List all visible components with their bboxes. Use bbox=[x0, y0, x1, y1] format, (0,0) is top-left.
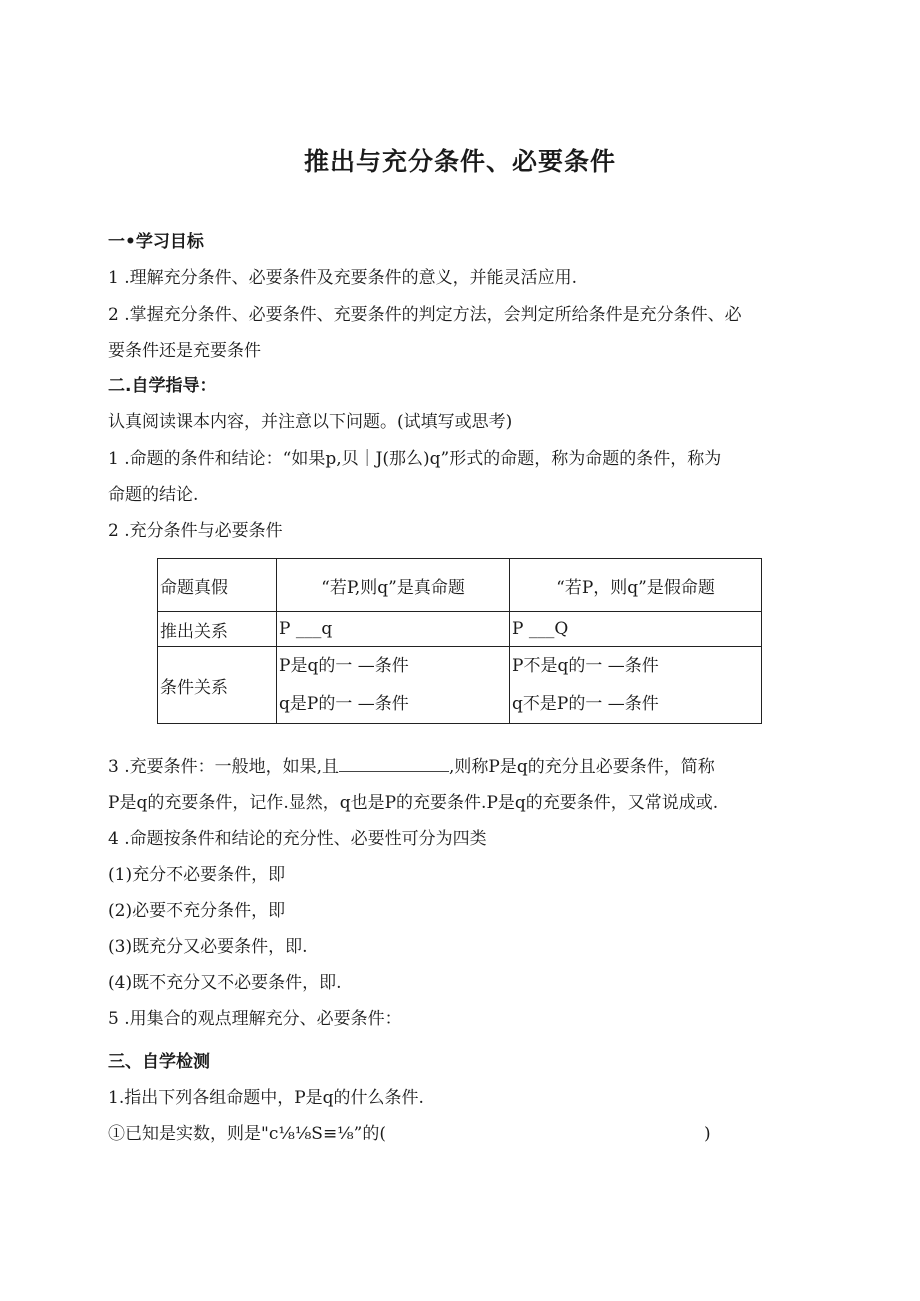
question-3-line1 bbox=[108, 755, 820, 779]
table-row-condition bbox=[158, 647, 762, 724]
check-question-1-sub1-close: ) bbox=[704, 1124, 711, 1144]
document-title: 推出与充分条件、必要条件 bbox=[303, 147, 616, 176]
row-condition-label: 条件关系 bbox=[158, 647, 277, 724]
goal-item-1: 1 .理解充分条件、必要条件及充要条件的意义，并能灵活应用. bbox=[108, 268, 578, 288]
row-condition-false bbox=[510, 647, 762, 724]
row-condition-true-line2: q是P的一 —条件 bbox=[279, 694, 409, 714]
question-4-item-4: (4)既不充分又不必要条件，即. bbox=[108, 973, 342, 993]
question-3-line2: P是q的充要条件，记作.显然，q也是P的充要条件.P是q的充要条件，又常说成或. bbox=[108, 793, 719, 813]
guide-intro: 认真阅读课本内容，并注意以下问题。(试填写或思考) bbox=[108, 412, 513, 432]
question-3-part2: ,则称P是q的充分且必要条件，简称 bbox=[449, 757, 715, 777]
question-3-blank[interactable] bbox=[339, 755, 449, 772]
section3-heading: 三、自学检测 bbox=[108, 1052, 210, 1072]
question-2: 2 .充分条件与必要条件 bbox=[108, 521, 283, 541]
table-header-label: 命题真假 bbox=[158, 559, 277, 612]
check-question-1-sub1 bbox=[108, 1122, 820, 1146]
row-inference-true: P ___q bbox=[277, 612, 510, 647]
question-4-item-2: (2)必要不充分条件，即 bbox=[108, 901, 286, 921]
section1-heading: 一•学习目标 bbox=[108, 232, 204, 252]
question-4: 4 .命题按条件和结论的充分性、必要性可分为四类 bbox=[108, 829, 487, 849]
question-4-item-1: (1)充分不必要条件，即 bbox=[108, 865, 286, 885]
question-5: 5 .用集合的观点理解充分、必要条件： bbox=[108, 1009, 402, 1029]
row-inference-false: P ___Q bbox=[510, 612, 762, 647]
condition-table bbox=[157, 558, 762, 724]
goal-item-2-line1: 2 .掌握充分条件、必要条件、充要条件的判定方法，会判定所给条件是充分条件、必 bbox=[108, 305, 742, 325]
table-header-false: “若P，则q”是假命题 bbox=[510, 559, 762, 612]
section2-heading: 二.自学指导： bbox=[108, 376, 217, 396]
check-question-1: 1.指出下列各组命题中，P是q的什么条件. bbox=[108, 1088, 424, 1108]
row-condition-false-line2: q不是P的一 —条件 bbox=[512, 694, 659, 714]
row-condition-false-line1: P不是q的一 —条件 bbox=[512, 656, 659, 676]
goal-item-2-line2: 要条件还是充要条件 bbox=[108, 341, 261, 361]
row-condition-true bbox=[277, 647, 510, 724]
table-header-row bbox=[158, 559, 762, 612]
table-header-true: “若P,则q”是真命题 bbox=[277, 559, 510, 612]
check-question-1-sub1-text: ①已知是实数，则是"c⅛⅛S≡⅛”的( bbox=[108, 1124, 386, 1144]
question-3-part1: 3 .充要条件：一般地，如果,且 bbox=[108, 757, 340, 777]
row-condition-true-line1: P是q的一 —条件 bbox=[279, 656, 409, 676]
question-1-line1: 1 .命题的条件和结论：“如果p,贝｜J(那么)q”形式的命题，称为命题的条件，称为 bbox=[108, 449, 722, 469]
question-4-item-3: (3)既充分又必要条件，即. bbox=[108, 937, 308, 957]
table-row-inference bbox=[158, 612, 762, 647]
question-1-line2: 命题的结论. bbox=[108, 485, 199, 505]
row-inference-label: 推出关系 bbox=[158, 612, 277, 647]
